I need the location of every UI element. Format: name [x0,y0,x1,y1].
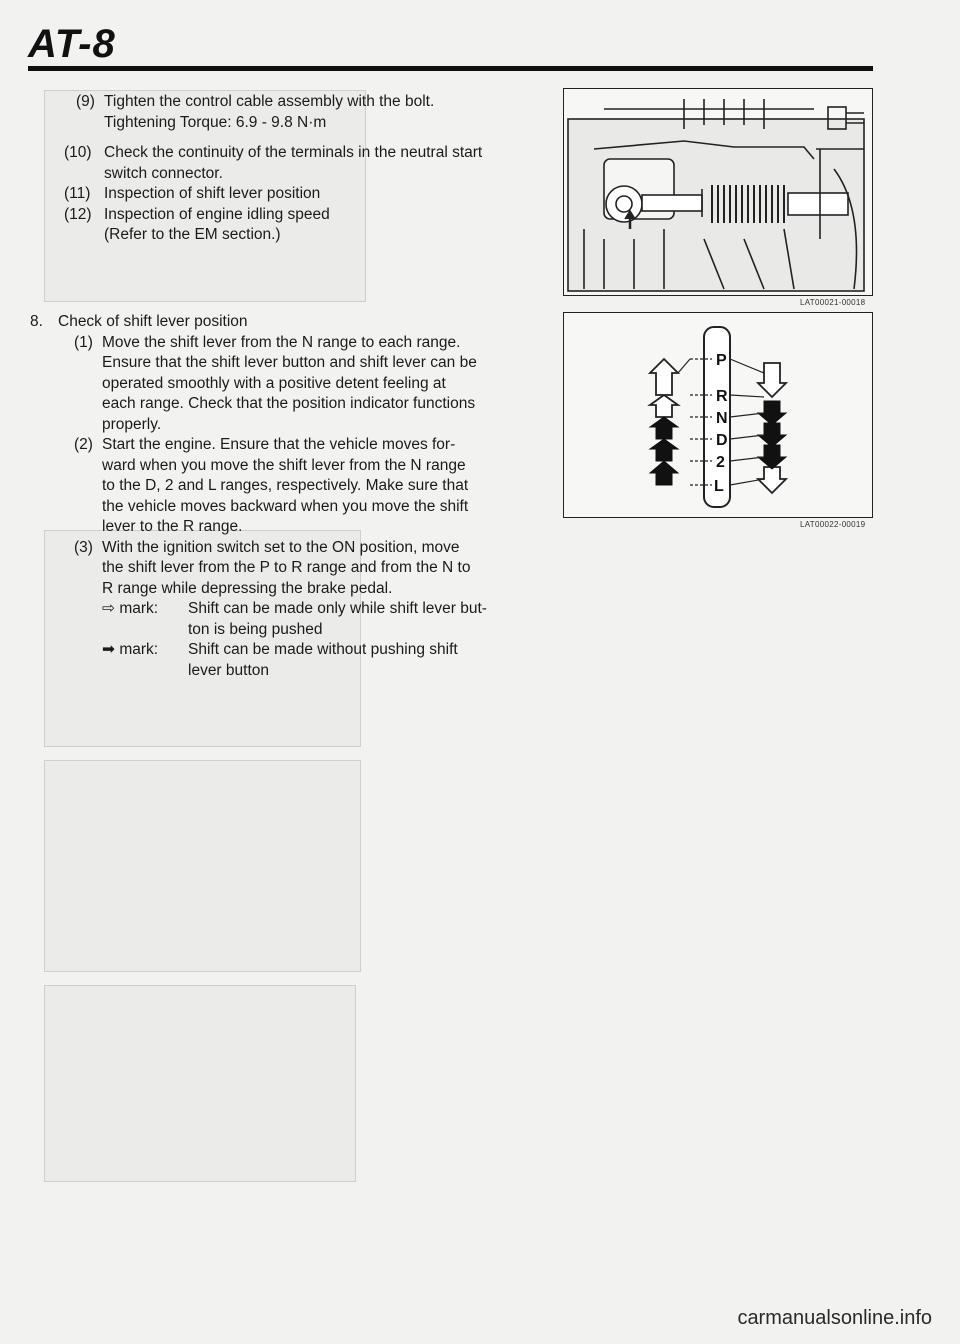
solid-arrow-icon [650,461,678,485]
step-text: to the D, 2 and L ranges, respectively. Make sure that [102,477,469,494]
step-12 [58,205,528,246]
step-text: lever to the R range. [102,518,243,535]
solid-arrow-icon: ➡ [102,641,115,658]
mark-text: lever button [188,661,269,679]
solid-arrow-icon [650,417,678,439]
section-heading [30,312,530,333]
step-number: (2) [74,436,93,453]
bleed-through-box [44,760,361,972]
outline-arrow-icon [650,395,678,417]
step-text: Ensure that the shift lever button and shift lever can be [102,354,477,371]
step-number: (1) [74,333,93,351]
step-text: Inspection of shift lever position [104,185,321,202]
range-d: D [716,432,728,449]
mark-text: ton is being pushed [188,620,323,638]
figure-shift-pattern [563,312,873,518]
step-text: properly. [102,415,162,433]
mark-label: mark: [119,600,159,617]
solid-arrow-icon [650,439,678,461]
figure-caption: LAT00021-00018 [800,298,866,307]
step-text: Tighten the control cable assembly with the bolt. [104,93,435,110]
step-2 [30,435,530,538]
mark-solid-arrow [102,640,530,681]
step-text: switch connector. [104,164,223,182]
step-text: the shift lever from the P to R range and from the N to [102,559,471,576]
bleed-through-box [44,985,356,1182]
section-heading-text: Check of shift lever position [58,313,248,330]
step-9 [58,92,528,133]
step-text: the vehicle moves backward when you move the shift [102,497,469,515]
range-r: R [716,388,728,405]
step-10 [58,143,528,184]
outline-arrow-icon [758,467,786,493]
header-rule [28,66,873,71]
mark-text: Shift can be made without pushing shift [188,641,458,658]
page-title: AT-8 [28,22,116,66]
mark-text: Shift can be made only while shift lever but- [188,600,487,617]
range-2: 2 [716,454,725,471]
figure-caption: LAT00022-00019 [800,520,866,529]
shift-pattern-diagram [564,313,872,517]
control-cable-illustration [564,89,872,295]
outline-arrow-icon [758,363,786,397]
step-number: (11) [64,185,91,202]
step-number: (12) [64,205,92,223]
step-text: (Refer to the EM section.) [104,226,281,243]
step-text: R range while depressing the brake pedal. [102,579,393,597]
step-text: Inspection of engine idling speed [104,205,330,223]
step-text: Start the engine. Ensure that the vehicle moves for- [102,436,456,453]
section1-block [58,92,528,246]
range-l: L [714,478,724,495]
outline-arrow-icon [650,359,678,395]
mark-label: mark: [119,641,159,658]
step-number: (10) [64,144,92,161]
step-text: Move the shift lever from the N range to each range. [102,333,461,351]
mark-outline-arrow [102,599,530,640]
step-number: (3) [74,538,93,556]
step-text: each range. Check that the position indicator functions [102,395,476,412]
range-p: P [716,352,727,369]
page-header [28,22,116,67]
section2-block [30,312,530,681]
step-1 [30,333,530,436]
step-text: With the ignition switch set to the ON position, move [102,538,460,556]
step-text: Check the continuity of the terminals in the neutral start [104,144,483,161]
step-11 [58,184,528,205]
step-text: operated smoothly with a positive detent feeling at [102,374,446,392]
range-n: N [716,410,728,427]
outline-arrow-icon: ⇨ [102,600,115,617]
step-number: (9) [76,93,95,110]
step-3 [30,538,530,600]
step-text: Tightening Torque: 6.9 - 9.8 N·m [104,113,327,131]
watermark: carmanualsonline.info [737,1307,932,1329]
section-number: 8. [30,313,43,330]
step-text: ward when you move the shift lever from the N range [102,456,466,474]
mark-legend [102,599,530,681]
figure-control-cable [563,88,873,296]
